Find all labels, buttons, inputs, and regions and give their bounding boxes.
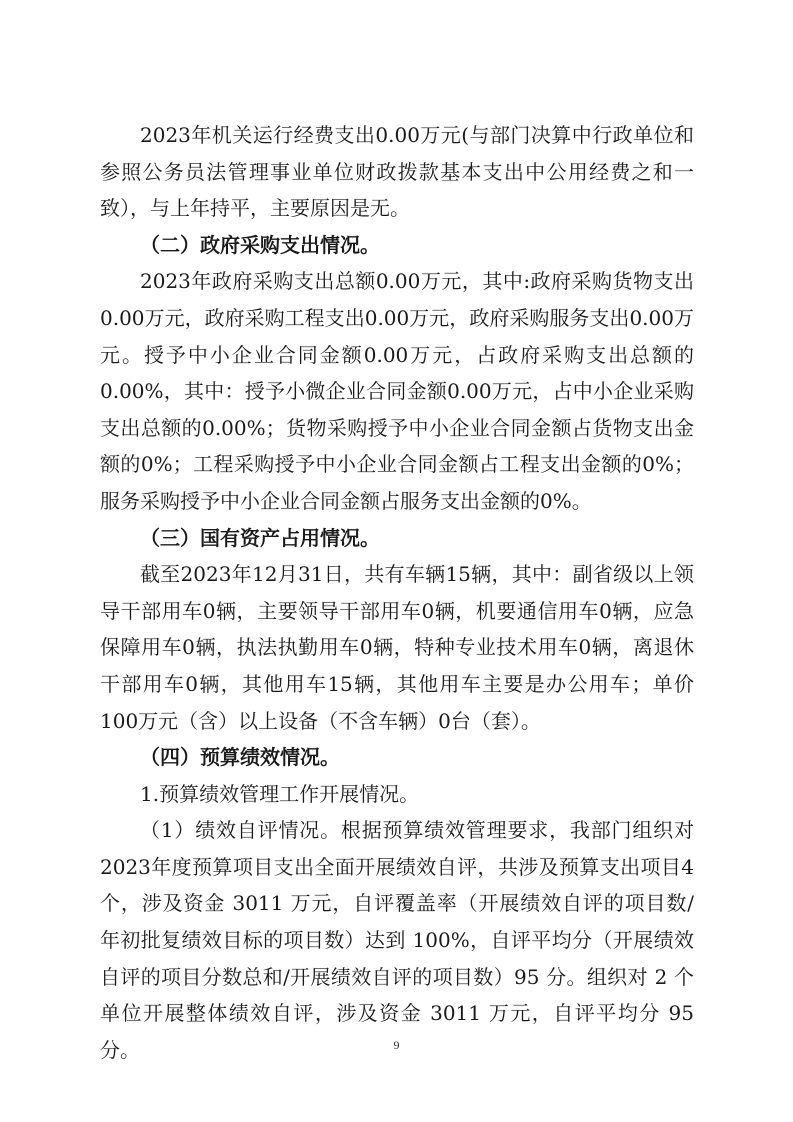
paragraph-performance-self-evaluation: （1）绩效自评情况。根据预算绩效管理要求，我部门组织对2023年度预算项目支出全面开展绩效自评，共涉及预算支出项目4个，涉及资金 3011 万元，自评覆盖率（开展绩效自评的项目数/ 年初批复绩效目标的项目数）达到 100%，自评平均分（开展绩效 自评的项目分数总和/开展绩效自评的项目数）95 分。组织对 2 个单位开展整体绩效自评，涉及资金 3011 万元，自评平均分 95 分。	[100, 818, 694, 1062]
paragraph-operating-expenses: 2023年机关运行经费支出0.00万元(与部门决算中行政单位和参照公务员法管理事业单位财政拨款基本支出中公用经费之和一致），与上年持平，主要原因是无。	[100, 123, 694, 221]
paragraph-government-procurement: 2023年政府采购支出总额0.00万元，其中:政府采购货物支出0.00万元，政府采购工程支出0.00万元，政府采购服务支出0.00万元。授予中小企业合同金额0.00万元，占政府采购支出总额的0.00%，其中：授予小微企业合同金额0.00万元，占中小企业采购支出总额的0.00%；货物采购授予中小企业合同金额占货物支出金额的0%；工程采购授予中小企业合同金额占工程支出金额的0%；服务采购授予中小企业合同金额占服务支出金额的0%。	[100, 269, 694, 513]
page-content	[100, 117, 694, 1068]
heading-budget-performance: （四）预算绩效情况。	[140, 745, 340, 770]
page-number: 9	[393, 1038, 400, 1052]
heading-state-assets: （三）国有资产占用情况。	[140, 525, 380, 550]
heading-government-procurement: （二）政府采购支出情况。	[140, 232, 380, 257]
paragraph-performance-management-intro: 1.预算绩效管理工作开展情况。	[140, 781, 420, 806]
paragraph-state-assets: 截至2023年12月31日，共有车辆15辆，其中：副省级以上领导干部用车0辆，主要领导干部用车0辆，机要通信用车0辆，应急保障用车0辆，执法执勤用车0辆，特种专业技术用车0辆，离退休干部用车0辆，其他用车15辆，其他用车主要是办公用车；单价100万元（含）以上设备（不含车辆）0台（套）。	[100, 562, 694, 733]
